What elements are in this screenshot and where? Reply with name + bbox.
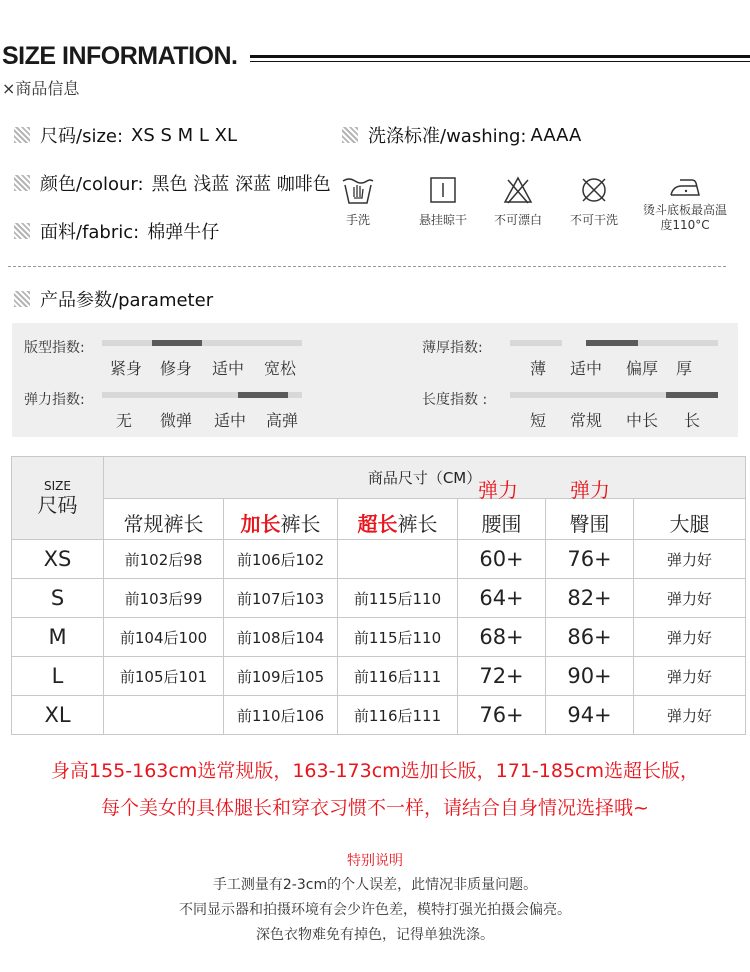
param-length-option: 长 [683,411,700,430]
parameter-heading-text: 产品参数/parameter [40,290,214,311]
param-thickness-seg-0 [510,340,562,346]
param-stretch-seg-0 [102,392,152,398]
page-subtitle: ×商品信息 [2,79,80,98]
extra-length-cell: 前115后110 [338,579,458,618]
leg-length-note: 每个美女的具体腿长和穿衣习惯不一样，请结合自身情况选择哦~ [101,797,649,819]
thigh-cell: 弹力好 [634,579,746,618]
section-divider [8,266,726,267]
thigh-cell: 弹力好 [634,696,746,735]
col-long-length [224,499,338,540]
param-thickness-seg-1 [586,340,638,346]
extra-length-cell: 前115后110 [338,618,458,657]
title-rule-thin [250,61,750,62]
param-thickness-option: 适中 [569,359,602,378]
size-header-en: SIZE [44,479,71,493]
param-length-seg-0 [510,392,562,398]
param-stretch-seg-4 [288,392,302,398]
hip-cell: 86+ [546,618,634,657]
extra-length-cell: 前116后111 [338,696,458,735]
waist-cell: 60+ [458,540,546,579]
param-stretch-option: 适中 [213,411,246,430]
hatch-bullet-icon [342,127,358,143]
page-title: SIZE INFORMATION. [2,42,238,70]
iron-icon [668,175,702,199]
regular-length-cell: 前103后99 [104,579,224,618]
param-fit-option: 宽松 [263,359,296,378]
col-hip [546,478,634,540]
param-thickness-seg-3 [690,340,718,346]
long-length-cell: 前106后102 [224,540,338,579]
info-size [14,122,237,148]
regular-length-cell: 前102后98 [104,540,224,579]
special-notes-title: 特别说明 [347,853,403,869]
param-thickness-option: 薄 [529,359,546,378]
hand-wash-icon [341,175,375,205]
dimensions-group-header: 商品尺寸（CM） [104,457,746,499]
col-waist [458,478,546,540]
table-row [12,657,746,696]
height-guide-note: 身高155-163cm选常规版，163-173cm选加长版，171-185cm选超长版， [50,760,700,782]
thigh-cell: 弹力好 [634,618,746,657]
hatch-bullet-icon [14,291,30,307]
info-fabric [14,218,219,244]
info-colour-value: 黑色 浅蓝 深蓝 咖啡色 [151,174,331,195]
info-washing [342,122,581,148]
hip-cell: 82+ [546,579,634,618]
stretch-tag: 弹力 [570,478,610,502]
col-extra-highlight: 超长 [357,511,398,536]
hip-cell: 90+ [546,657,634,696]
special-note-line: 深色衣物难免有掉色，记得单独洗涤。 [256,927,494,943]
info-colour [14,170,331,196]
col-extra-length [338,499,458,540]
info-fabric-value: 棉弹牛仔 [147,222,220,243]
info-washing-label: 洗涤标准/washing: [368,126,527,147]
waist-cell: 76+ [458,696,546,735]
info-size-label: 尺码/size: [40,126,124,147]
waist-cell: 68+ [458,618,546,657]
table-row [12,540,746,579]
care-label: 不可干洗 [569,213,618,227]
param-length-seg-2 [614,392,666,398]
hip-cell: 76+ [546,540,634,579]
param-stretch-label: 弹力指数: [24,392,85,408]
info-colour-label: 颜色/colour: [40,174,144,195]
param-stretch-option: 无 [115,411,132,430]
param-length-option: 常规 [569,411,602,430]
table-row [12,696,746,735]
col-extra-rest: 裤长 [397,511,438,536]
size-table [11,456,746,735]
col-waist-label: 腰围 [481,511,522,536]
regular-length-cell: 前104后100 [104,618,224,657]
waist-cell: 64+ [458,579,546,618]
hip-cell: 94+ [546,696,634,735]
param-thickness-label: 薄厚指数: [422,340,483,356]
param-length-option: 短 [529,411,546,430]
param-stretch-seg-1 [152,392,202,398]
col-hip-label: 臀围 [569,511,610,536]
care-label: 不可漂白 [493,213,542,227]
care-no-dry-clean [554,175,634,228]
long-length-cell: 前108后104 [224,618,338,657]
param-thickness-option: 偏厚 [625,359,658,378]
size-cell: M [12,618,104,657]
param-fit-seg-3 [252,340,302,346]
long-length-cell: 前107后103 [224,579,338,618]
hatch-bullet-icon [14,223,30,239]
no-bleach-icon [503,175,533,205]
regular-length-cell: 前105后101 [104,657,224,696]
param-stretch-seg-2 [202,392,238,398]
param-stretch-option: 高弹 [265,411,298,430]
col-long-highlight: 加长 [240,511,281,536]
info-washing-value: AAAA [530,124,582,146]
param-fit-seg-1 [152,340,202,346]
hatch-bullet-icon [14,127,30,143]
table-row [12,579,746,618]
waist-cell: 72+ [458,657,546,696]
care-iron [640,175,730,233]
param-thickness-seg-2 [638,340,690,346]
hang-dry-icon [428,175,458,205]
special-note-line: 手工测量有2-3cm的个人误差，此情况非质量问题。 [212,877,538,893]
care-hang-dry [403,175,483,228]
param-length-seg-1 [562,392,614,398]
table-row [12,618,746,657]
care-label: 手洗 [345,213,370,227]
regular-length-cell [104,696,224,735]
care-label: 烫斗底板最高温度110°C [642,203,727,232]
info-fabric-label: 面料/fabric: [40,222,140,243]
special-note-line: 不同显示器和拍摄环境有会少许色差，模特打强光拍摄会偏亮。 [179,902,571,918]
param-stretch-option: 微弹 [159,411,192,430]
param-stretch-seg-3 [238,392,288,398]
param-thickness-option: 厚 [675,359,692,378]
stretch-tag: 弹力 [478,478,518,502]
param-length-option: 中长 [625,411,658,430]
param-fit-option: 修身 [159,359,192,378]
no-dry-clean-icon [579,175,609,205]
param-length-label: 长度指数 : [422,392,488,408]
care-label: 悬挂晾干 [418,213,467,227]
param-fit-seg-0 [102,340,152,346]
extra-length-cell: 前116后111 [338,657,458,696]
info-size-value: XS S M L XL [131,124,238,146]
size-header-cn: 尺码 [37,493,78,517]
col-regular-length: 常规裤长 [104,499,224,540]
size-column-header [12,457,104,540]
col-thigh: 大腿 [634,499,746,540]
param-length-seg-3 [666,392,718,398]
parameter-panel [12,323,738,437]
long-length-cell: 前110后106 [224,696,338,735]
care-hand-wash [318,175,398,228]
extra-length-cell [338,540,458,579]
long-length-cell: 前109后105 [224,657,338,696]
thigh-cell: 弹力好 [634,540,746,579]
thigh-cell: 弹力好 [634,657,746,696]
param-fit-option: 紧身 [109,359,142,378]
size-cell: XS [12,540,104,579]
size-cell: L [12,657,104,696]
size-cell: S [12,579,104,618]
parameter-heading [14,286,213,312]
care-no-bleach [478,175,558,228]
param-fit-label: 版型指数: [24,340,85,356]
param-fit-seg-2 [202,340,252,346]
param-fit-option: 适中 [211,359,244,378]
title-rule-thick [250,55,750,58]
hatch-bullet-icon [14,175,30,191]
size-cell: XL [12,696,104,735]
col-long-rest: 裤长 [280,511,321,536]
